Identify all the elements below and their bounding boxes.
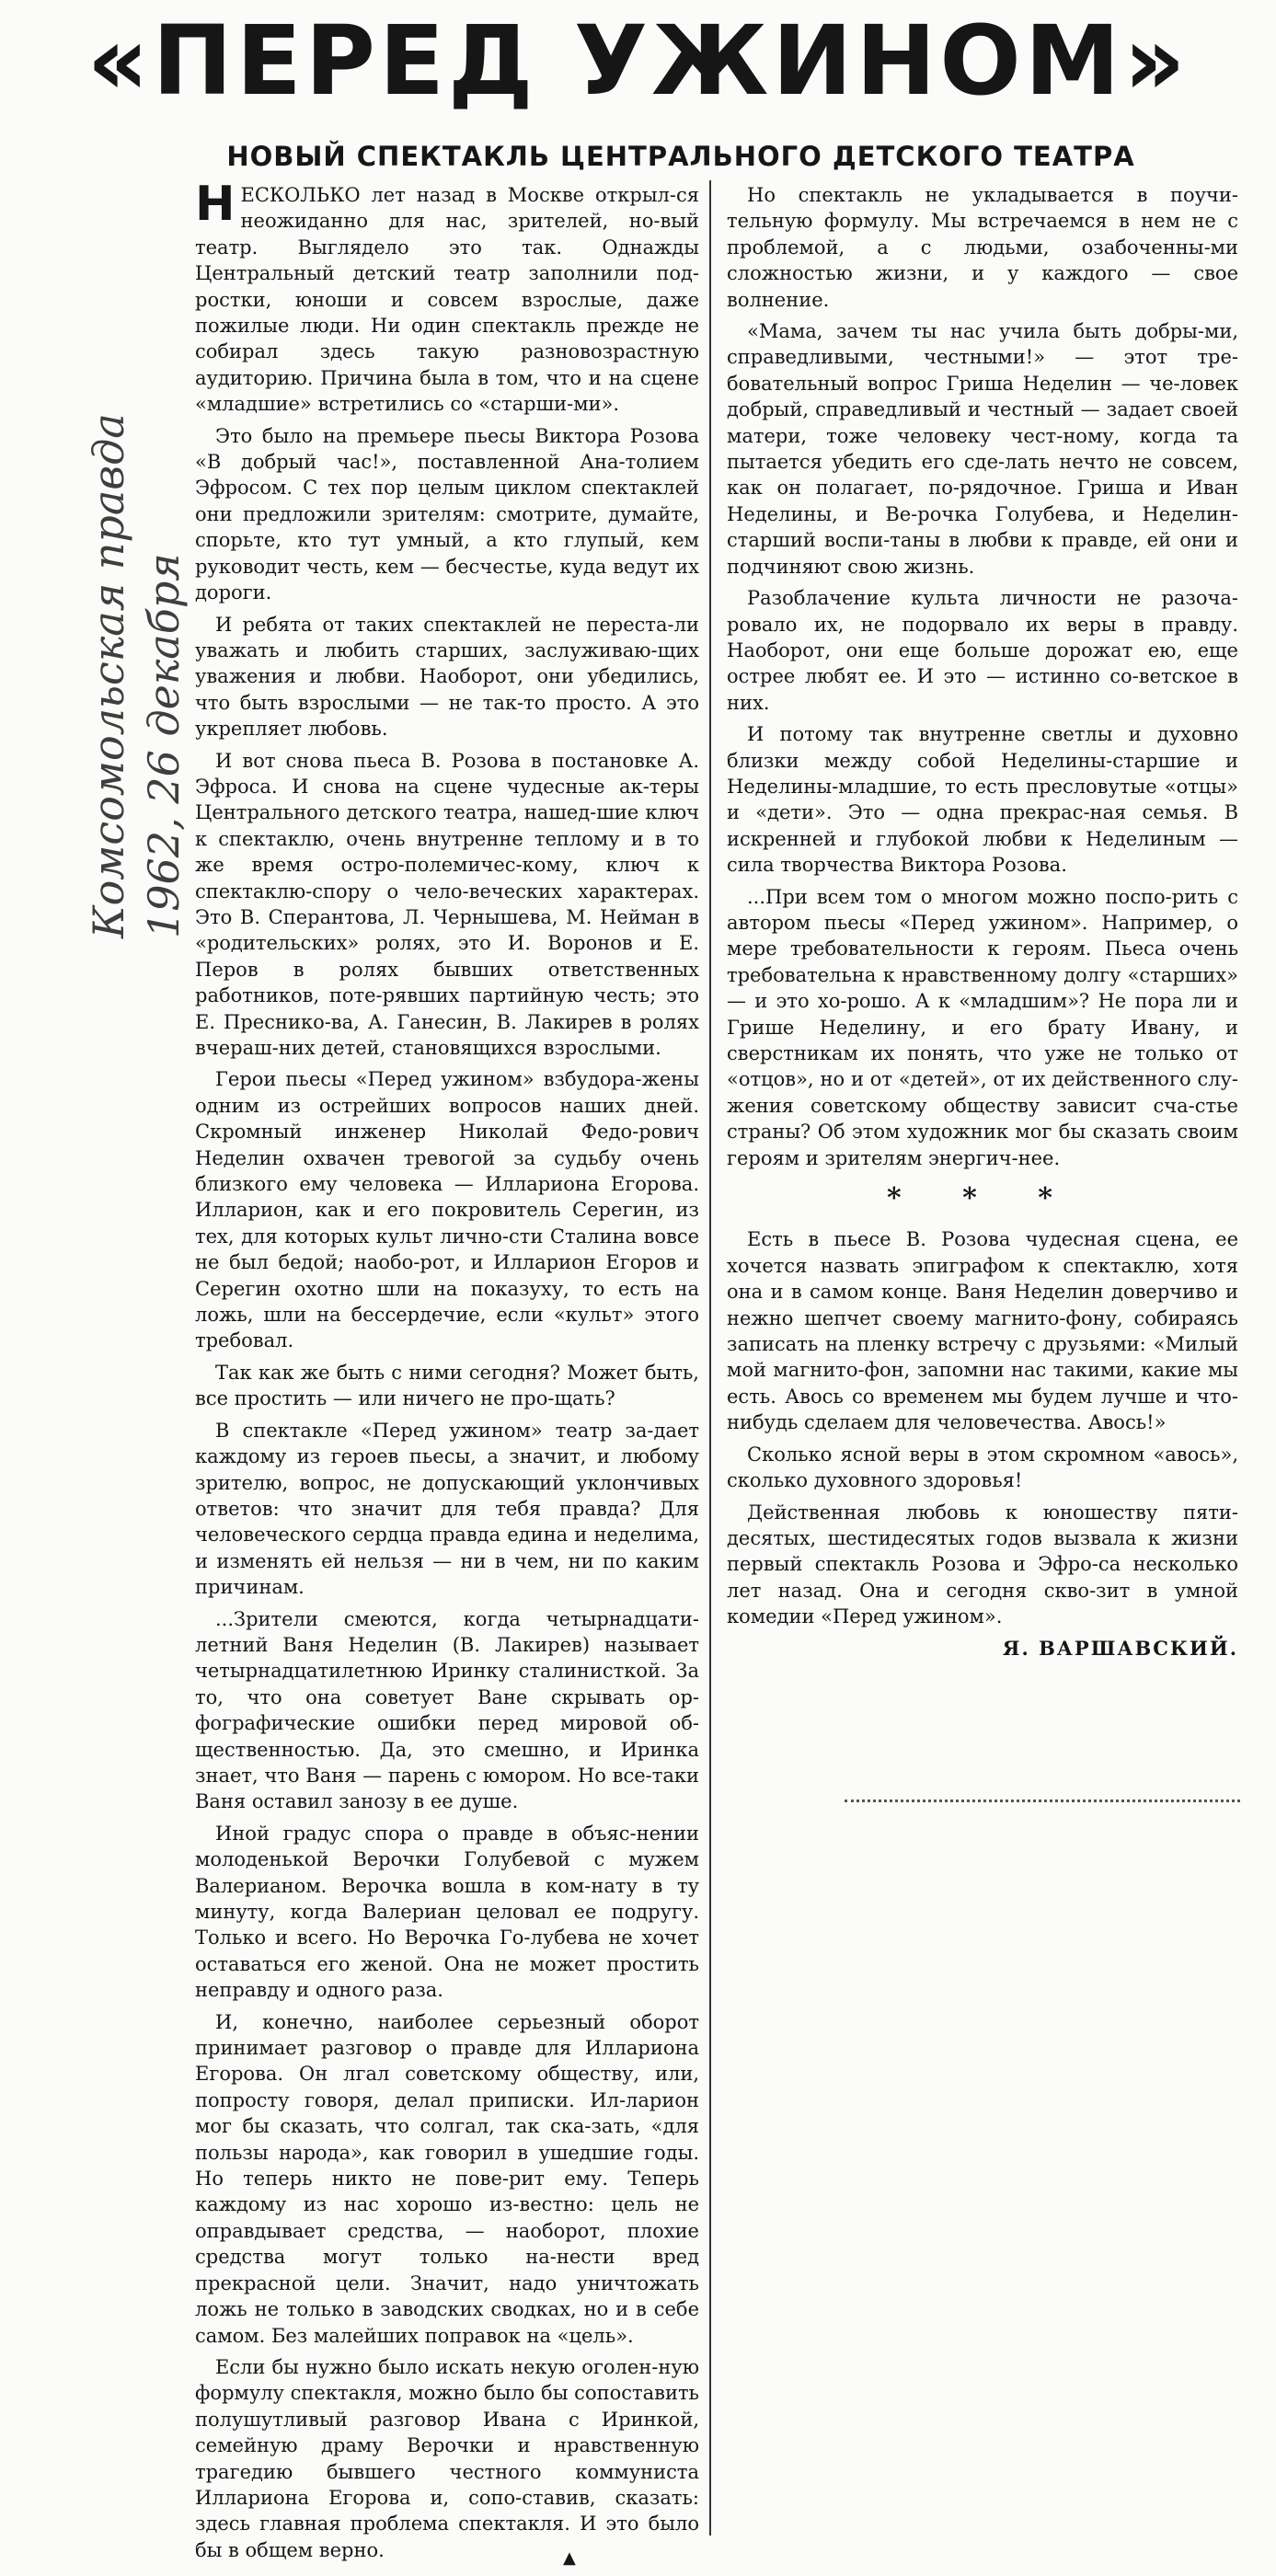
paragraph: Если бы нужно было искать некую оголен-ную формулу спектакля, можно было бы сопоставить полушутливый разговор Ивана с Иринкой, семейную драму Верочки и нравственную трагедию бывшего честного коммуниста Иллариона Егорова и, сопо-ставив, сказать: здесь главная проблема спектакля. И это было бы в общем верно. [195,2355,699,2561]
column-divider [709,180,711,2536]
paragraph: Иной градус спора о правде в объяс-нении молоденькой Верочки Голубевой с мужем Валерианом. Верочка вошла в ком-нату в ту минуту, когда Валериан целовал ее подругу. Только и всего. Но Верочка Го-лубева не хочет оставаться его женой. Она не может простить неправду и одного раза. [195,1822,699,2002]
paragraph: И, конечно, наиболее серьезный оборот принимает разговор о правде для Иллариона Егорова. Он лгал советскому обществу, или, попросту говоря, делал приписки. Ил-ларион мог бы сказать, что солгал, так ска-зать, «для пользы народа», как говорил в ушедшие годы. Но теперь никто не пове-рит ему. Теперь каждому из нас хорошо из-вестно: цель не оправдывает средства, — наоборот, плохие средства могут только на-нести вред прекрасной цели. Значит, надо уничтожать ложь не только в заводских сводках, но и в себе самом. Без малейших поправок на «цель». [195,2010,699,2347]
subheadline: НОВЫЙ СПЕКТАКЛЬ ЦЕНТРАЛЬНОГО ДЕТСКОГО ТЕАТРА [226,141,1135,172]
article-left-column [195,177,699,2569]
paragraph: Есть в пьесе В. Розова чудесная сцена, ее хочется назвать эпиграфом к спектаклю, хотя она и в самом конце. Ваня Неделин доверчиво и нежно шепчет своему магнито-фону, собираясь записать на пленку встречу с друзьями: «Милый мой магнито-фон, запомни нас такими, какие мы есть. Авось со временем мы будем лучше и что-нибудь сделаем для человечества. Авось!» [727,1228,1238,1434]
paragraph: Но спектакль не укладывается в поучи-тельную формулу. Мы встречаемся в нем не с проблемой, а с людьми, озабоченны-ми сложностью жизни, и у каждого — свое волнение. [727,184,1238,311]
handwritten-note-line-2: 1962, 26 декабря [139,553,189,938]
drop-cap: Н [195,177,236,232]
triangle-icon: ▲ [563,2548,576,2568]
paragraph: И потому так внутренне светлы и духовно близки между собой Неделины-старшие и Неделины-младшие, то есть пресловутые «отцы» и «дети». Это — одна прекрас-ная семья. В искренней и глубокой любви к Неделиным — сила творчества Виктора Розова. [727,723,1238,877]
paragraph: Герои пьесы «Перед ужином» взбудора-жены одним из острейших вопросов наших дней. Скромный инженер Николай Федо-рович Неделин охвачен тревогой за судьбу очень близкого ему человека — Иллариона Егорова. Илларион, как и его покровитель Серегин, из тех, для которых культ лично-сти Сталина вовсе не был бедой; наобо-рот, и Илларион Егоров и Серегин охотно шли на показуху, то есть на ложь, шли на бессердечие, если «культ» этого требовал. [195,1068,699,1352]
headline: «ПЕРЕД УЖИНОМ» [86,5,1190,117]
paragraph: «Мама, зачем ты нас учила быть добры-ми, справедливыми, честными!» — этот тре-бовательный вопрос Гриша Неделин — че-ловек добрый, справедливый и честный — задает своей матери, тоже человеку чест-ному, когда та пытается убедить его сде-лать нечто не совсем, как он полагает, по-рядочное. Гриша и Иван Неделины, и Ве-рочка Голубева, и Неделин-старший воспи-таны в любви к правде, ей они и подчиняют свою жизнь. [727,320,1238,578]
paragraph: Разоблачение культа личности не разоча-ровало их, не подорвало их веры в правду. Наоборот, они еще больше дорожат ею, еще острее любят ее. И это — истинно со-ветское в них. [727,587,1238,714]
paragraph: ...При всем том о многом можно поспо-рить с автором пьесы «Перед ужином». Например, о мере требовательности к героям. Пьеса очень требовательна к нравственному долгу «старших» — и это хо-рошо. А к «младшим»? Не пора ли и Грише Неделину, и его брату Ивану, и сверстникам их понять, что уже не только от «отцов», но и от «детей», от их действенного слу-жения советскому обществу зависит сча-стье страны? Об этом художник мог бы сказать своим героям и зрителям энергич-нее. [727,885,1238,1169]
article-right-column [727,182,1238,1667]
author-signature: Я. ВАРШАВСКИЙ. [1002,1636,1238,1660]
paragraph: Это было на премьере пьесы Виктора Розова «В добрый час!», поставленной Ана-толием Эфросом. С тех пор целым циклом спектаклей они предложили зрителям: смотрите, думайте, спорьте, кто тут умный, а кто глупый, кем руководит честь, кем — бесчестье, куда ведут их дороги. [195,424,699,604]
paragraph: В спектакле «Перед ужином» театр за-дает каждому из героев пьесы, а значит, и любому зрителю, вопрос, не допускающий уклончивых ответов: что значит для тебя правда? Для человеческого сердца правда едина и неделима, и изменять ей нельзя — ни в чем, ни по каким причинам. [195,1419,699,1599]
paragraph: Сколько ясной веры в этом скромном «авось», сколько духовного здоровья! [727,1443,1238,1492]
paragraph: ...Зрители смеются, когда четырнадцати-летний Ваня Неделин (В. Лакирев) называет четырнадцатилетнюю Иринку сталинисткой. За то, что она советует Ване скрывать ор-фографические ошибки перед мировой об-щественностью. Да, это смешно, и Иринка знает, что Ваня — парень с юмором. Но все-таки Ваня оставил занозу в ее душе. [195,1607,699,1813]
paragraph: Так как же быть с ними сегодня? Может быть, все простить — или ничего не про-щать? [195,1361,699,1410]
handwritten-note-line-1: Комсомольская правда [84,413,133,938]
end-rule [845,1800,1240,1802]
paragraph: Действенная любовь к юношеству пяти-десятых, шестидесятых годов вызвала к жизни первый спектакль Розова и Эфро-са несколько лет назад. Она и сегодня скво-зит в умной комедии «Перед ужином». [727,1501,1238,1628]
handwritten-note [81,413,191,938]
paragraph: И вот снова пьеса В. Розова в постановке А. Эфроса. И снова на сцене чудесные ак-теры Центрального детского театра, нашед-шие ключ к спектаклю, очень внутренне теплому и в то же время остро-полемичес-кому, ключ к спектаклю-спору о чело-веческих характерах. Это В. Сперантова, Л. Чернышева, М. Нейман в «родительских» ролях, это И. Воронов и Е. Перов в ролях бывших ответственных работников, поте-рявших партийную честь; это Е. Преснико-ва, А. Ганесин, В. Лакирев в ролях вчераш-них детей, становящихся взрослыми. [195,749,699,1059]
paragraph: НЕСКОЛЬКО лет назад в Москве открыл-ся неожиданно для нас, зрителей, но-вый театр. Выглядело это так. Однажды Центральный детский театр заполнили под-ростки, юноши и совсем взрослые, даже пожилые люди. Ни один спектакль прежде не собирал здесь такую разновозрастную аудиторию. Причина была в том, что и на сцене «младшие» встретились со «старши-ми». [195,177,699,416]
paragraph: И ребята от таких спектаклей не переста-ли уважать и любить старших, заслуживаю-щих уважения и любви. Наоборот, они убедились, что быть взрослыми — не так-то просто. А это укрепляет любовь. [195,613,699,741]
section-break: * * * [887,1182,1078,1215]
